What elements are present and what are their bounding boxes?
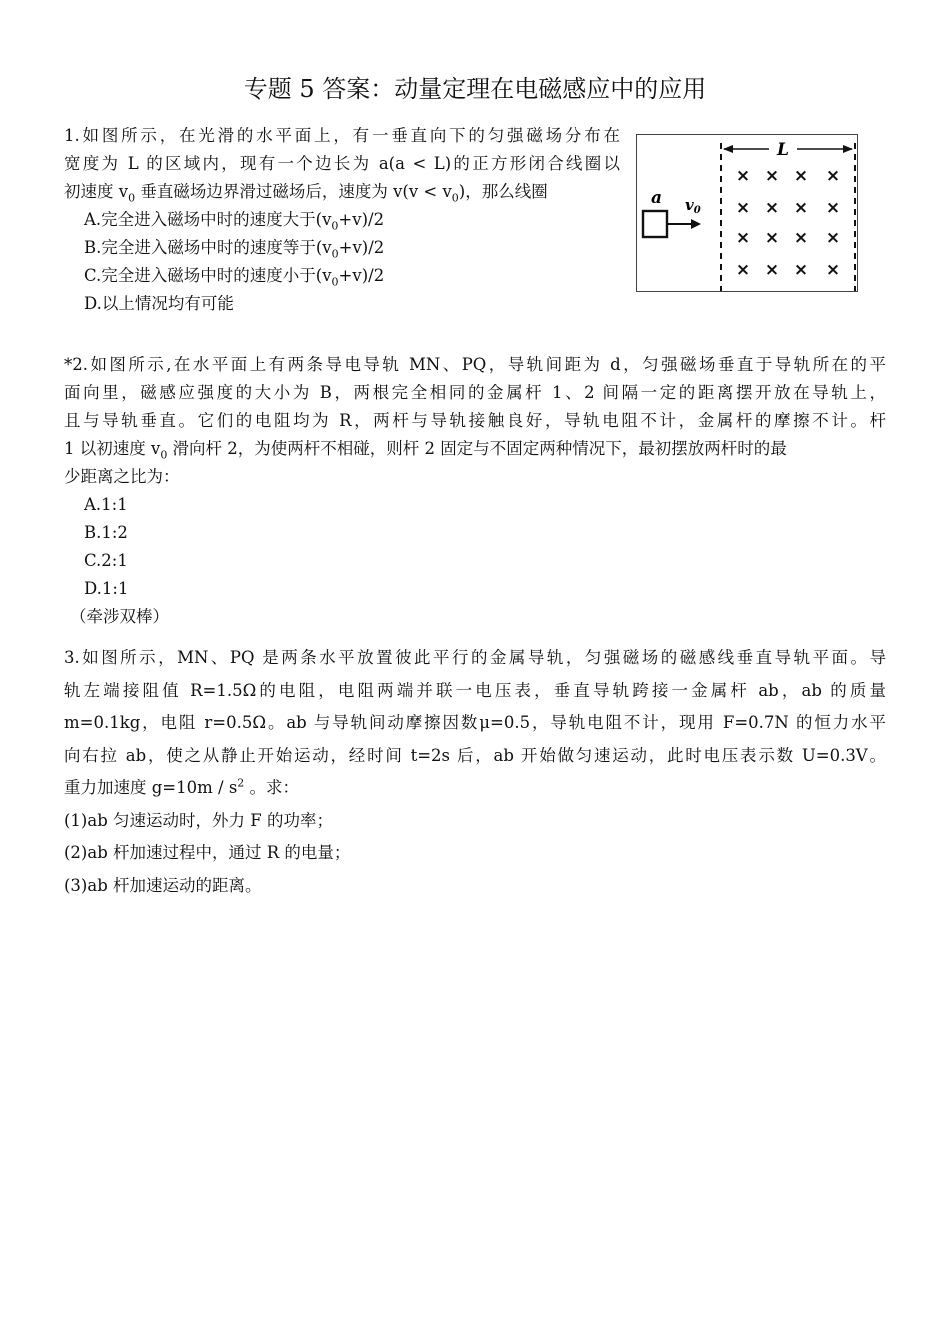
label-a: a xyxy=(651,188,663,208)
field-cross: × xyxy=(793,166,809,186)
velocity-arrowhead xyxy=(691,219,701,229)
field-cross: × xyxy=(764,166,780,186)
q3-line: 轨左端接阻值 R=1.5Ω的电阻，电阻两端并联一电压表，垂直导轨跨接一金属杆 ab，ab 的质量 xyxy=(64,680,886,700)
q1-line: 初速度 $v_0$ 垂直磁场边界滑过磁场后，速度为 $v(v < v_0)$，那么线圈 xyxy=(64,182,548,205)
field-cross: × xyxy=(793,260,809,280)
field-cross: × xyxy=(825,228,841,248)
label-L: L xyxy=(777,140,789,160)
q2-line: 面向里，磁感应强度的大小为 B，两根完全相同的金属杆 1、2 间隔一定的距离摆开放在导轨上， xyxy=(64,383,886,402)
field-cross: × xyxy=(764,228,780,248)
q2-note: （牵涉双棒） xyxy=(70,607,169,626)
label-v0: $v_0$ xyxy=(685,196,701,216)
figure-svg xyxy=(637,135,857,291)
q2-option-b: B.1:2 xyxy=(84,523,128,542)
q3-line: 3.如图所示，MN、PQ 是两条水平放置彼此平行的金属导轨，匀强磁场的磁感线垂直导轨平面。导 xyxy=(64,648,886,667)
field-cross: × xyxy=(825,198,841,218)
field-cross: × xyxy=(764,260,780,280)
q1-option-b: B.完全进入磁场中时的速度等于$(v_0+v)/2$ xyxy=(84,238,385,261)
field-crosses xyxy=(736,166,840,280)
field-cross: × xyxy=(735,228,751,248)
q2-line: *2.如图所示,在水平面上有两条导电导轨 MN、PQ，导轨间距为 d，匀强磁场垂直于导轨所在的平 xyxy=(64,355,886,374)
question-2 xyxy=(64,351,886,631)
q1-line: 宽度为 L 的区域内，现有一个边长为 a(a < L)的正方形闭合线圈以 xyxy=(64,154,620,173)
q3-line: m=0.1kg，电阻 r=0.5Ω。ab 与导轨间动摩擦因数μ=0.5，导轨电阻不计，现用 F=0.7N 的恒力水平 xyxy=(64,713,886,732)
q3-subquestion-3: (3)ab 杆加速运动的距离。 xyxy=(64,875,262,895)
q3-subquestion-2: (2)ab 杆加速过程中，通过 R 的电量； xyxy=(64,843,351,862)
field-cross: × xyxy=(793,198,809,218)
arrowhead-right xyxy=(843,145,853,153)
page-title: 专题 5 答案：动量定理在电磁感应中的应用 xyxy=(243,75,707,103)
q3-line: 重力加速度 $g=10m / s^2$ 。求： xyxy=(64,776,300,797)
field-cross: × xyxy=(764,198,780,218)
q2-line: 且与导轨垂直。它们的电阻均为 R，两杆与导轨接触良好，导轨电阻不计，金属杆的摩擦不计。杆 xyxy=(64,411,886,430)
field-cross: × xyxy=(735,166,751,186)
square-coil xyxy=(643,211,667,237)
q3-subquestion-1: (1)ab 匀速运动时，外力 F 的功率； xyxy=(64,810,333,830)
arrowhead-left xyxy=(723,145,733,153)
field-cross: × xyxy=(825,260,841,280)
q2-option-c: C.2:1 xyxy=(84,551,128,570)
field-cross: × xyxy=(735,198,751,218)
magnetic-field-figure xyxy=(636,134,858,292)
q2-line: 1 以初速度 $v_0$ 滑向杆 2，为使两杆不相碰，则杆 2 固定与不固定两种情况下，最初摆放两杆时的最 xyxy=(64,439,787,462)
question-3 xyxy=(64,642,886,902)
field-cross: × xyxy=(825,166,841,186)
field-cross: × xyxy=(793,228,809,248)
q1-option-d: D.以上情况均有可能 xyxy=(84,294,234,313)
q2-line: 少距离之比为： xyxy=(64,467,180,486)
q3-line: 向右拉 ab，使之从静止开始运动，经时间 t=2s 后，ab 开始做匀速运动，此时电压表示数 U=0.3V。 xyxy=(64,745,886,765)
q1-line: 1.如图所示，在光滑的水平面上，有一垂直向下的匀强磁场分布在 xyxy=(64,126,620,145)
q2-option-d: D.1:1 xyxy=(84,579,129,598)
question-1 xyxy=(64,122,620,318)
field-cross: × xyxy=(735,260,751,280)
q1-option-c: C.完全进入磁场中时的速度小于$(v_0+v)/2$ xyxy=(84,266,385,289)
q1-option-a: A.完全进入磁场中时的速度大于$(v_0+v)/2$ xyxy=(84,210,385,233)
q2-option-a: A.1:1 xyxy=(84,495,128,514)
